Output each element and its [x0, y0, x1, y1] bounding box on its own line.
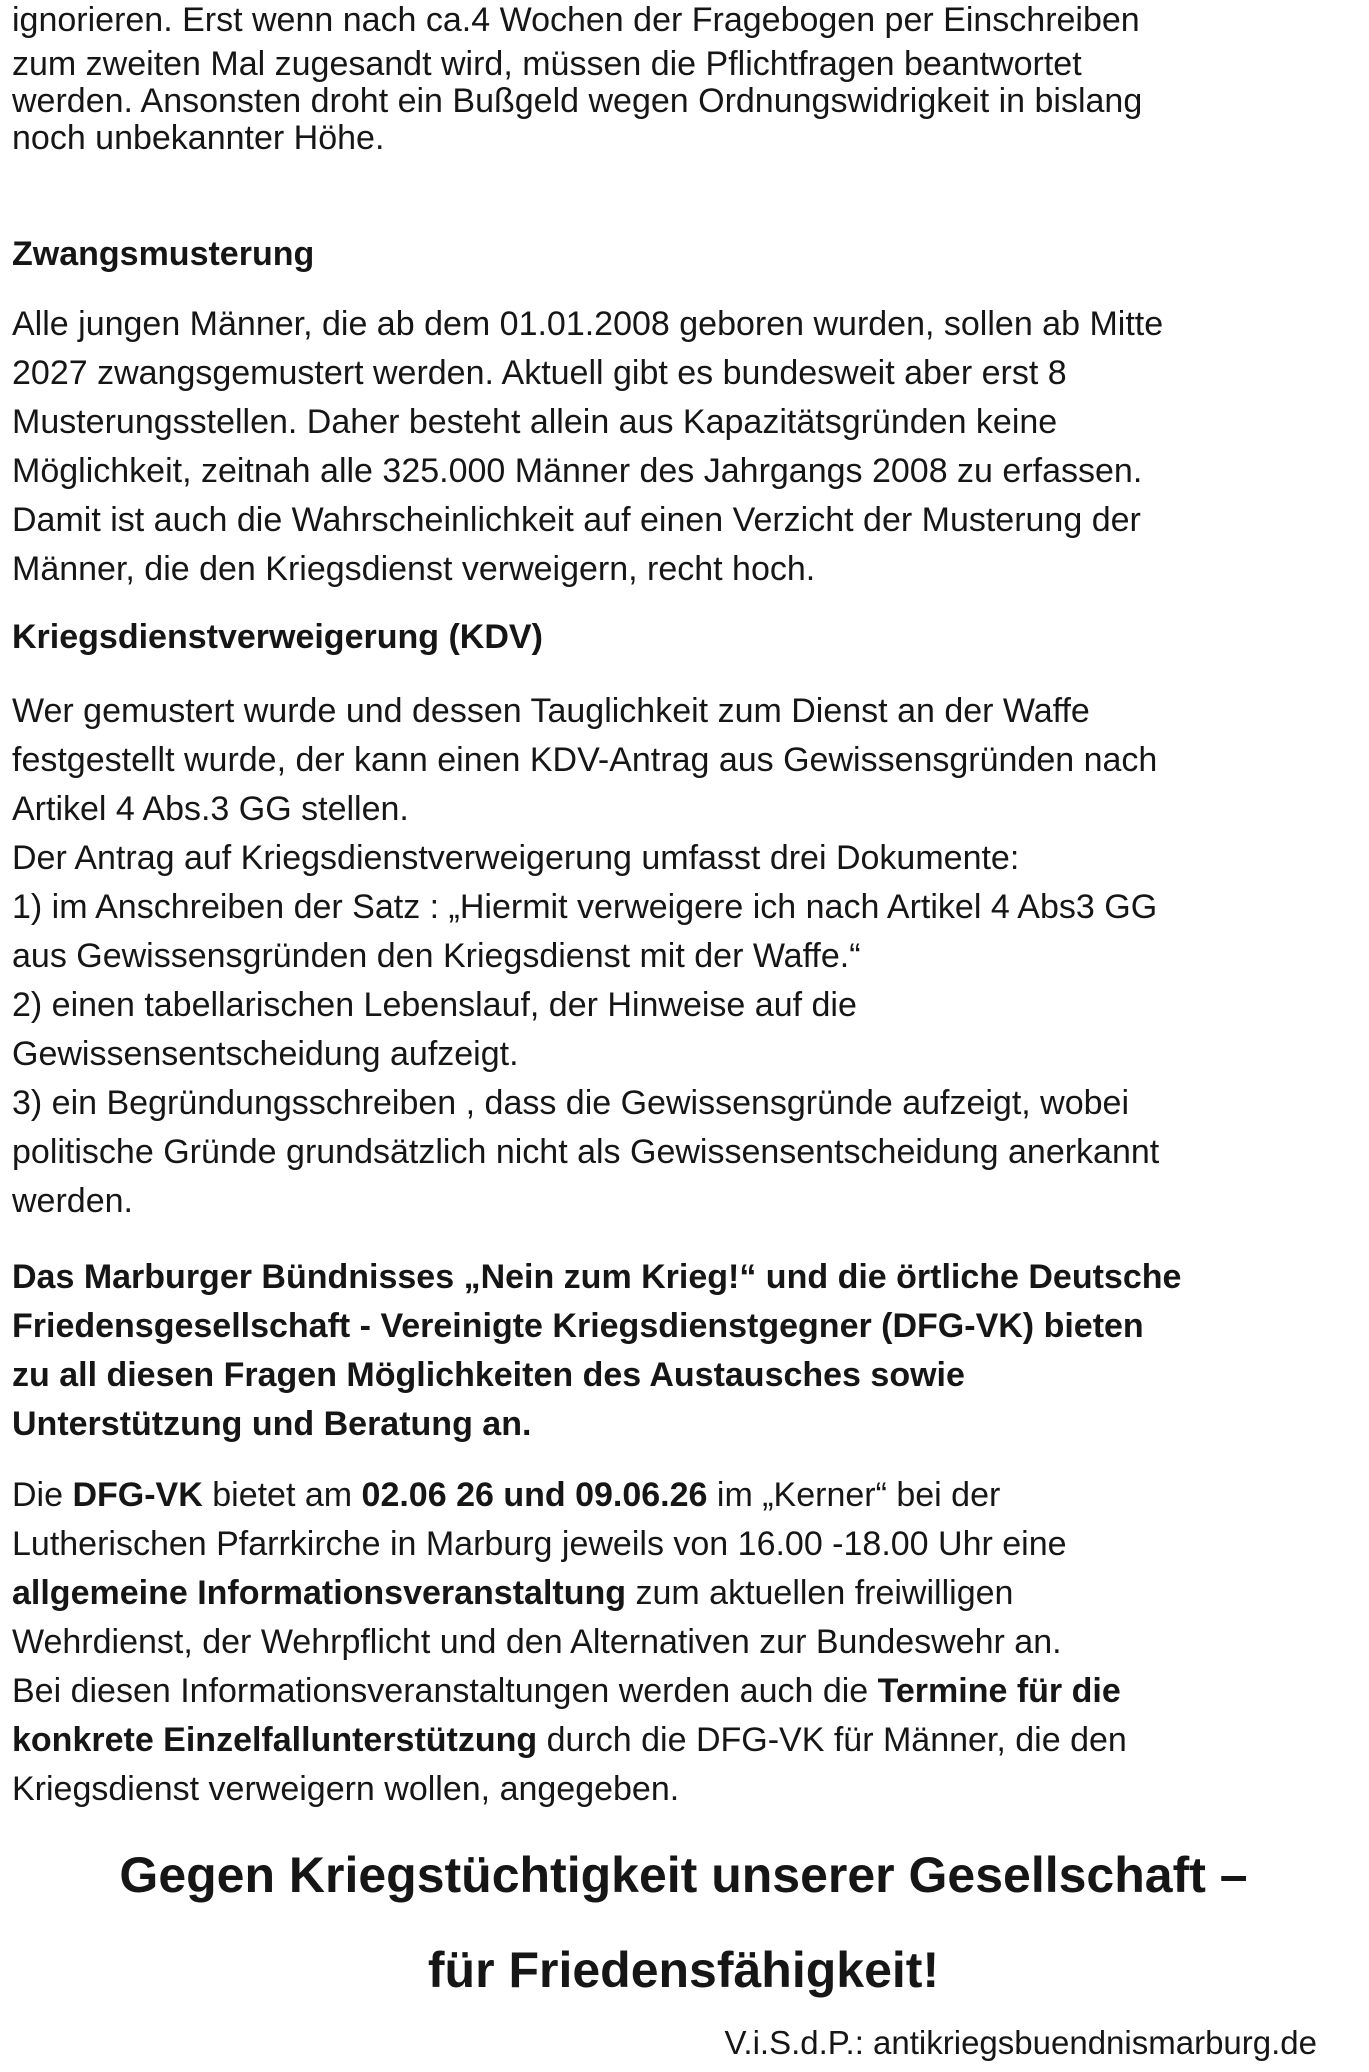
- text-line: Wer gemustert wurde und dessen Tauglichkeit zum Dienst an der Waffe: [12, 692, 1090, 730]
- section-heading-kdv: Kriegsdienstverweigerung (KDV): [12, 618, 543, 656]
- section-heading-zwangsmusterung: Zwangsmusterung: [12, 235, 315, 273]
- event-dates: 02.06 26 und 09.06.26: [361, 1476, 708, 1514]
- events-paragraph: [12, 1471, 1355, 1814]
- text-line: 2027 zwangsgemustert werden. Aktuell gibt es bundesweit aber erst 8: [12, 354, 1067, 392]
- text-line: Männer, die den Kriegsdienst verweigern, recht hoch.: [12, 550, 816, 588]
- text-line: 1) im Anschreiben der Satz : „Hiermit verweigere ich nach Artikel 4 Abs3 GG: [12, 888, 1158, 926]
- text-line: Der Antrag auf Kriegsdienstverweigerung umfasst drei Dokumente:: [12, 839, 1020, 877]
- text-line: aus Gewissensgründen den Kriegsdienst mit der Waffe.“: [12, 937, 861, 975]
- text-line: werden.: [12, 1182, 133, 1220]
- zwangsmusterung-section: [12, 230, 1355, 279]
- text-line: Damit ist auch die Wahrscheinlichkeit auf einen Verzicht der Musterung der: [12, 501, 1141, 539]
- text-line: noch unbekannter Höhe.: [12, 119, 385, 157]
- kdv-section: [12, 613, 1355, 662]
- text-line: Artikel 4 Abs.3 GG stellen.: [12, 790, 409, 828]
- text-line: 2) einen tabellarischen Lebenslauf, der Hinweise auf die: [12, 986, 857, 1024]
- slogan-line: Gegen Kriegstüchtigkeit unserer Gesellschaft –: [119, 1847, 1248, 1903]
- text-run: bietet am: [202, 1476, 362, 1514]
- text-run: Bei diesen Informationsveranstaltungen werden auch die: [12, 1672, 878, 1710]
- text-line: zu all diesen Fragen Möglichkeiten des Austausches sowie: [12, 1356, 965, 1394]
- slogan-line: für Friedensfähigkeit!: [427, 1942, 940, 1998]
- emphasis-text: konkrete Einzelfallunterstützung: [12, 1721, 538, 1759]
- text-line: Alle jungen Männer, die ab dem 01.01.2008 geboren wurden, sollen ab Mitte: [12, 305, 1164, 343]
- text-line: Das Marburger Bündnisses „Nein zum Krieg!“ und die örtliche Deutsche: [12, 1258, 1182, 1296]
- text-line: Unterstützung und Beratung an.: [12, 1405, 532, 1443]
- text-line: werden. Ansonsten droht ein Bußgeld wegen Ordnungswidrigkeit in bislang: [12, 82, 1143, 120]
- intro-paragraph: [12, 0, 1355, 157]
- zwangsmusterung-paragraph: [12, 300, 1355, 594]
- emphasis-text: Termine für die: [877, 1672, 1121, 1710]
- text-line: [12, 1569, 1355, 1618]
- text-line: festgestellt wurde, der kann einen KDV-Antrag aus Gewissensgründen nach: [12, 741, 1158, 779]
- text-line: ignorieren. Erst wenn nach ca.4 Wochen der Fragebogen per Einschreiben: [12, 1, 1140, 39]
- text-run: durch die DFG-VK für Männer, die den: [537, 1721, 1127, 1759]
- text-line: zum zweiten Mal zugesandt wird, müssen die Pflichtfragen beantwortet: [12, 45, 1082, 83]
- visdp-footer: V.i.S.d.P.: antikriegsbuendnismarburg.de: [724, 2024, 1317, 2061]
- text-line: Möglichkeit, zeitnah alle 325.000 Männer des Jahrgangs 2008 zu erfassen.: [12, 452, 1143, 490]
- text-line: politische Gründe grundsätzlich nicht als Gewissensentscheidung anerkannt: [12, 1133, 1160, 1171]
- text-run: zum aktuellen freiwilligen: [626, 1574, 1014, 1612]
- text-line: 3) ein Begründungsschreiben , dass die Gewissensgründe aufzeigt, wobei: [12, 1084, 1130, 1122]
- text-line: Gewissensentscheidung aufzeigt.: [12, 1035, 519, 1073]
- text-line: Lutherischen Pfarrkirche in Marburg jeweils von 16.00 -18.00 Uhr eine: [12, 1525, 1067, 1563]
- slogan-block-2: [12, 1940, 1355, 2000]
- organization-name: DFG-VK: [72, 1476, 203, 1514]
- alliance-paragraph: [12, 1253, 1367, 1449]
- text-line: Kriegsdienst verweigern wollen, angegeben.: [12, 1770, 680, 1808]
- text-line: Friedensgesellschaft - Vereinigte Kriegsdienstgegner (DFG-VK) bieten: [12, 1307, 1144, 1345]
- text-line: [12, 1471, 1355, 1520]
- text-line: [12, 1667, 1355, 1716]
- text-run: im „Kerner“ bei der: [707, 1476, 1001, 1514]
- event-title: allgemeine Informationsveranstaltung: [12, 1574, 627, 1612]
- kdv-paragraph: [12, 687, 1355, 1226]
- slogan-block: [12, 1845, 1355, 1905]
- text-run: Die: [12, 1476, 73, 1514]
- text-line: Musterungsstellen. Daher besteht allein aus Kapazitätsgründen keine: [12, 403, 1058, 441]
- text-line: [12, 1716, 1355, 1765]
- text-line: Wehrdienst, der Wehrpflicht und den Alternativen zur Bundeswehr an.: [12, 1623, 1062, 1661]
